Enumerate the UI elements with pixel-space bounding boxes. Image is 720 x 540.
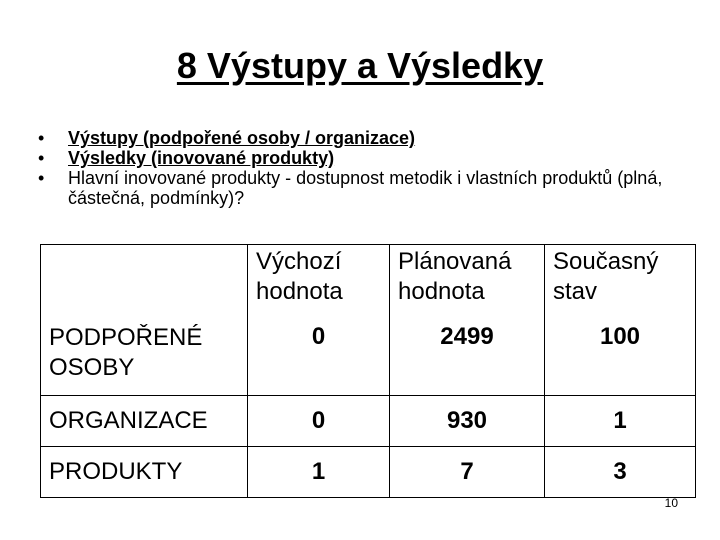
table-row: [41, 245, 696, 396]
bullet-text: Výsledky (inovované produkty): [68, 148, 335, 168]
bullet-item: [30, 148, 690, 168]
bullet-dot: •: [38, 168, 45, 188]
table-cell: [390, 245, 545, 396]
cell-value: 3: [545, 447, 696, 498]
bullet-item: [30, 128, 690, 148]
column-header: Současný stav: [553, 248, 659, 305]
table-cell: [545, 245, 696, 396]
cell-value: 100: [599, 323, 641, 350]
bullet-list: [30, 128, 690, 208]
results-table: [40, 244, 696, 498]
bullet-text: Výstupy (podpořené osoby / organizace): [68, 128, 416, 148]
cell-value: 7: [390, 447, 545, 498]
bullet-dot: •: [38, 148, 45, 168]
column-header: Výchozí hodnota: [256, 248, 343, 305]
table-cell: [41, 245, 248, 396]
cell-value: 1: [248, 447, 390, 498]
row-label: ORGANIZACE: [41, 396, 248, 447]
table-cell: [248, 245, 390, 396]
bullet-dot: •: [38, 128, 45, 148]
cell-value: 2499: [440, 323, 494, 350]
page-number: 10: [664, 496, 678, 510]
slide-title: 8 Výstupy a Výsledky: [176, 45, 544, 86]
table-row: [41, 396, 696, 447]
column-header: Plánovaná hodnota: [398, 248, 512, 305]
bullet-item: [30, 168, 690, 208]
cell-value: 930: [390, 396, 545, 447]
cell-value: 0: [248, 396, 390, 447]
table-row: [41, 447, 696, 498]
row-label: PODPOŘENÉ OSOBY: [49, 324, 203, 381]
row-label: PRODUKTY: [41, 447, 248, 498]
cell-value: 0: [311, 323, 326, 350]
cell-value: 1: [545, 396, 696, 447]
bullet-text: Hlavní inovované produkty - dostupnost metodik i vlastních produktů (plná, částečná, podmínky)?: [68, 168, 663, 208]
